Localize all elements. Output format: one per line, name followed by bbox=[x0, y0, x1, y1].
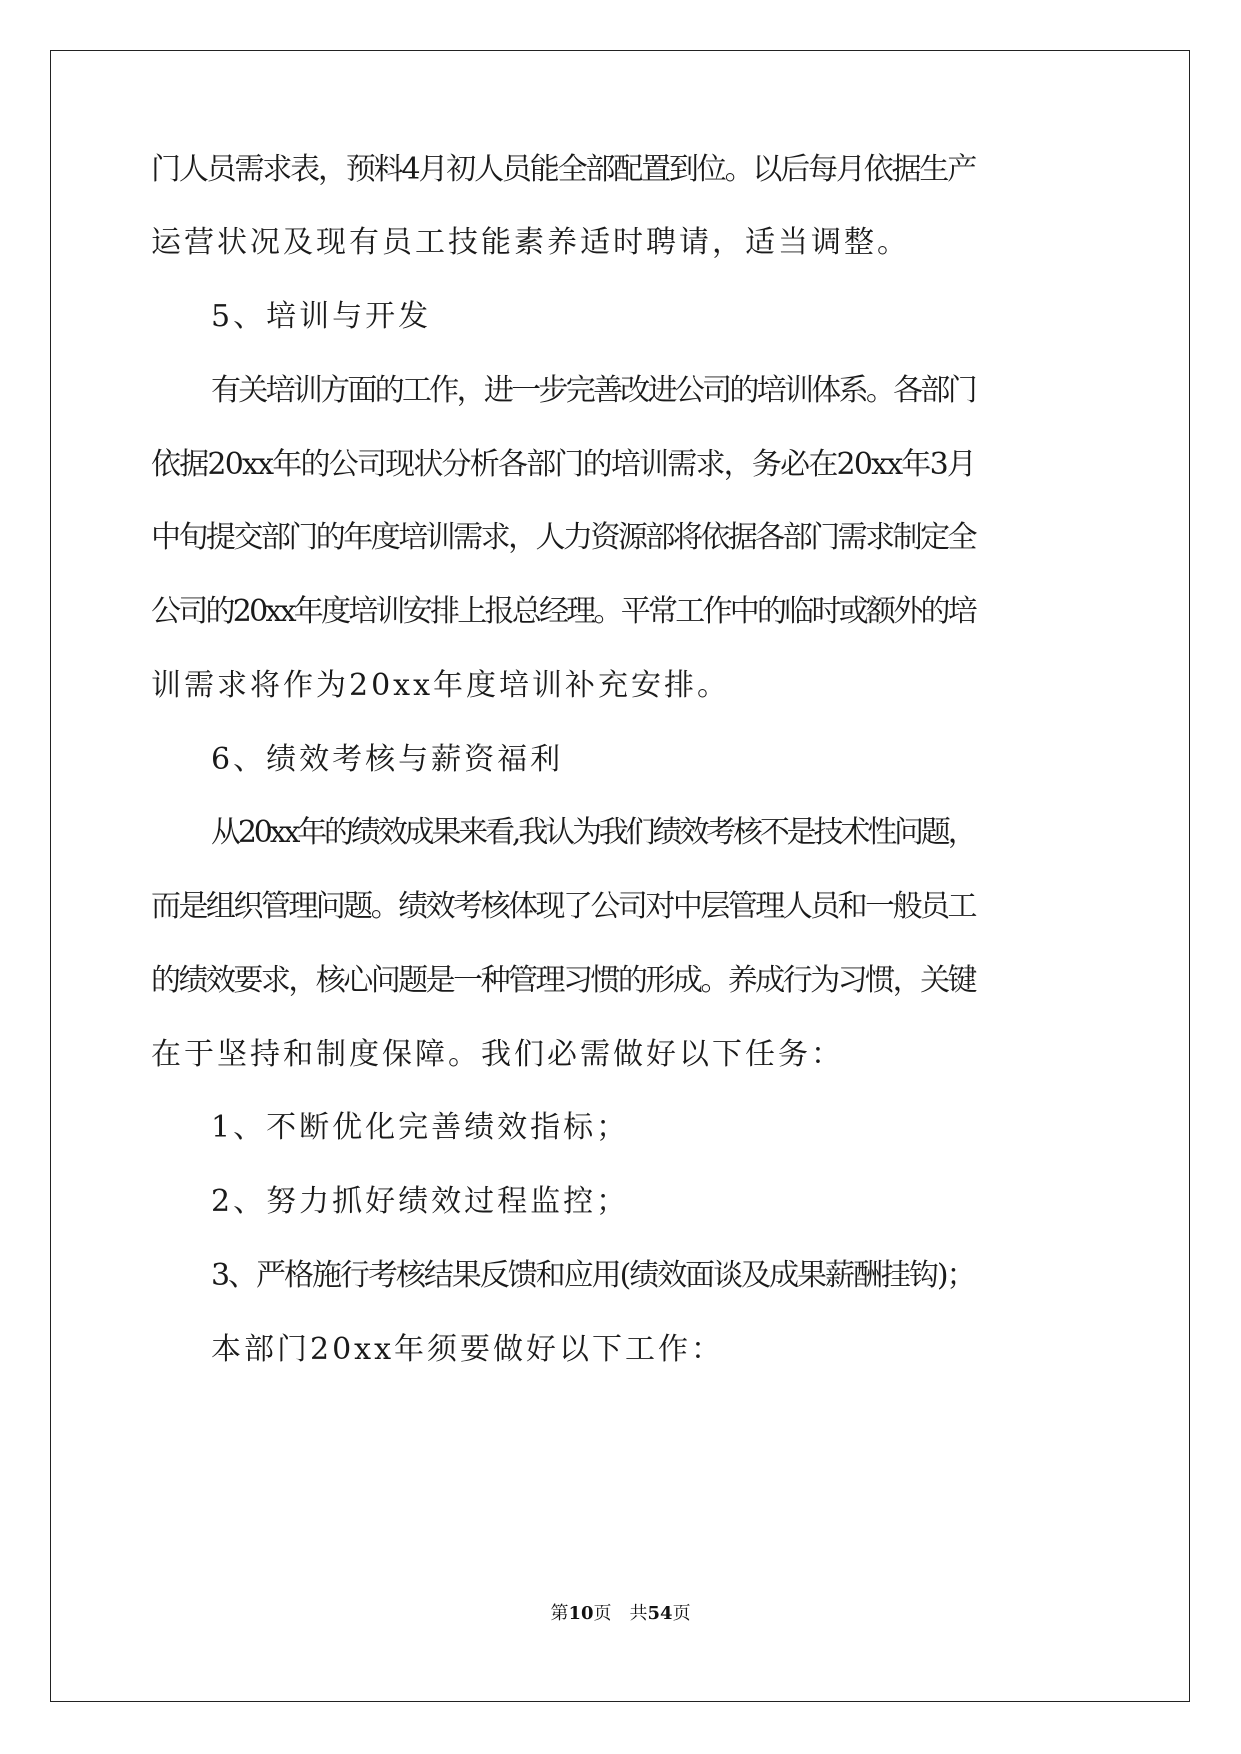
text-line-13: 在于坚持和制度保障。我们必需做好以下任务： bbox=[151, 1037, 844, 1072]
page-footer bbox=[0, 1602, 1241, 1626]
text-line-11: 而是组织管理问题。绩效考核体现了公司对中层管理人员和一般员工 bbox=[151, 889, 975, 924]
list-item-3: 3、严格施行考核结果反馈和应用(绩效面谈及成果薪酬挂钩)； bbox=[211, 1258, 975, 1293]
text-line-17: 本部门20xx年须要做好以下工作： bbox=[211, 1332, 725, 1367]
footer-prefix: 第 bbox=[550, 1603, 569, 1624]
list-item-2: 2、努力抓好绩效过程监控； bbox=[211, 1184, 630, 1219]
text-line-12: 的绩效要求，核心问题是一种管理习惯的形成。养成行为习惯，关键 bbox=[151, 963, 975, 998]
section-heading-training: 5、培训与开发 bbox=[211, 299, 432, 334]
text-line-6: 中旬提交部门的年度培训需求，人力资源部将依据各部门需求制定全 bbox=[151, 520, 975, 555]
footer-total-pages: 54 bbox=[647, 1603, 673, 1624]
footer-suffix: 页 bbox=[672, 1603, 691, 1624]
text-line-2: 运营状况及现有员工技能素养适时聘请，适当调整。 bbox=[151, 225, 910, 260]
text-line-10: 从20xx年的绩效成果来看,我认为我们绩效考核不是技术性问题， bbox=[211, 815, 975, 850]
list-item-1: 1、不断优化完善绩效指标； bbox=[211, 1110, 630, 1145]
text-line-7: 公司的20xx年度培训安排上报总经理。平常工作中的临时或额外的培 bbox=[151, 594, 976, 629]
text-line-4: 有关培训方面的工作，进一步完善改进公司的培训体系。各部门 bbox=[211, 373, 975, 408]
footer-page-number: 10 bbox=[568, 1603, 594, 1624]
text-line-1: 门人员需求表，预料4月初人员能全部配置到位。以后每月依据生产 bbox=[151, 152, 976, 187]
text-line-5: 依据20xx年的公司现状分析各部门的培训需求，务必在20xx年3月 bbox=[151, 447, 976, 482]
text-line-8: 训需求将作为20xx年度培训补充安排。 bbox=[151, 668, 731, 703]
section-heading-performance: 6、绩效考核与薪资福利 bbox=[211, 742, 564, 777]
footer-mid: 页 共 bbox=[593, 1603, 648, 1624]
